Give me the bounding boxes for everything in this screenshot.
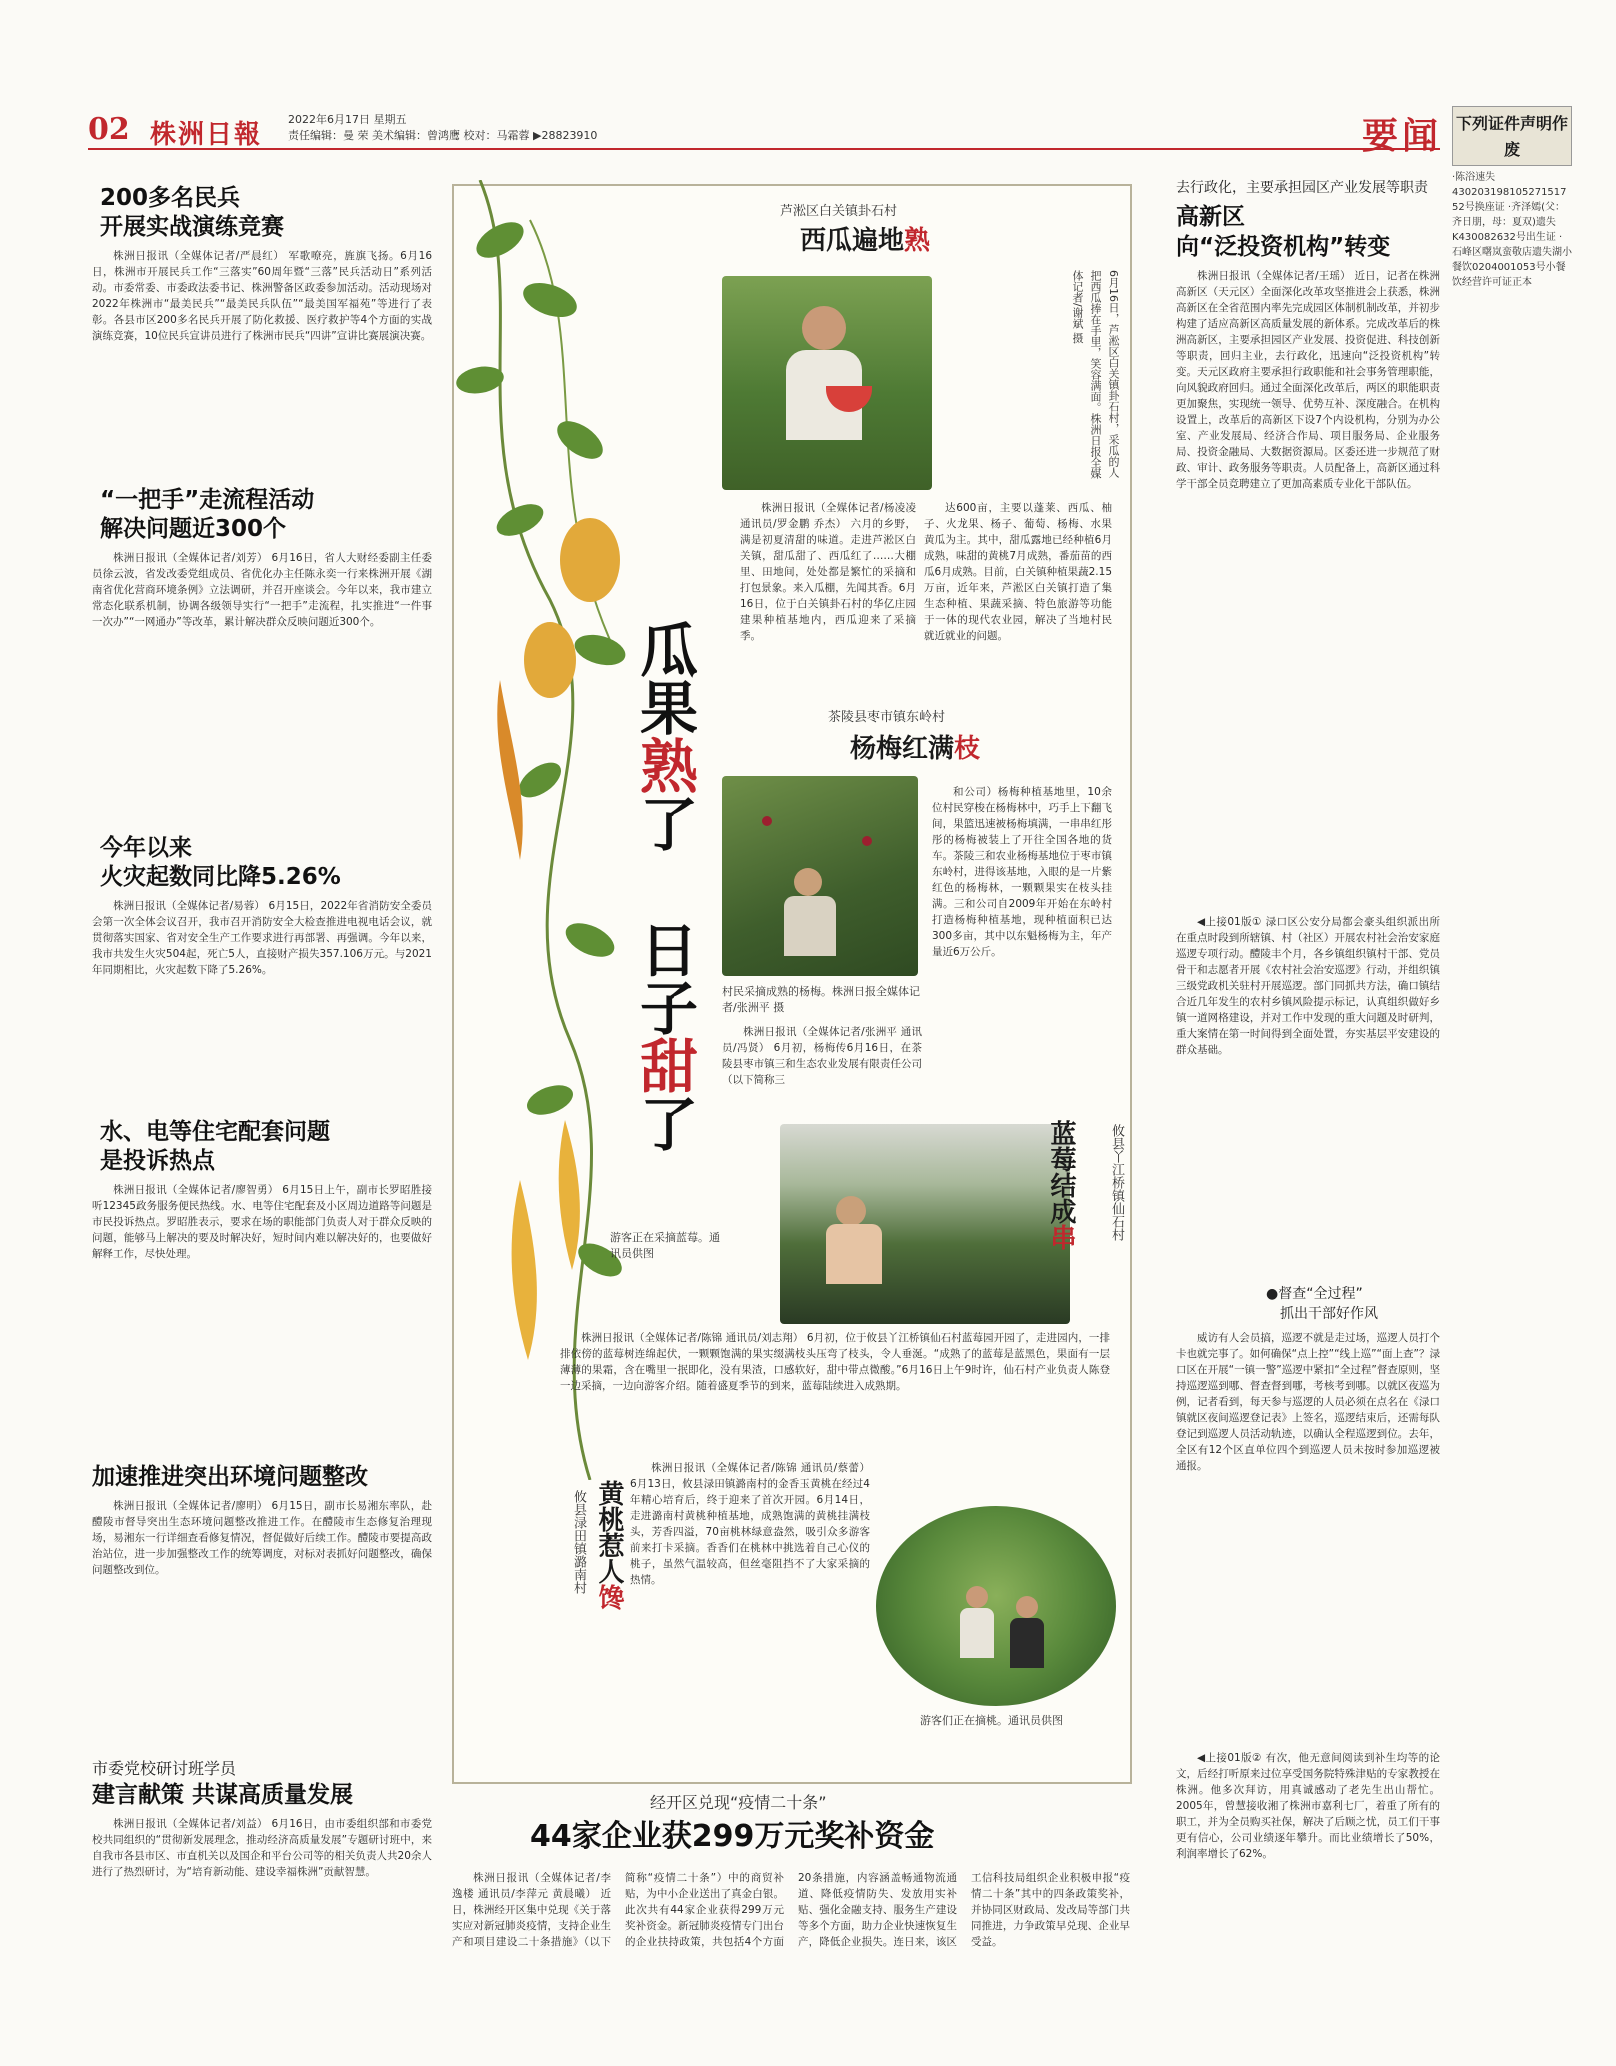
masthead-info — [288, 112, 597, 144]
section-1-location: 芦淞区白关镇卦石村 — [780, 204, 898, 219]
article-3-body: 株洲日报讯（全媒体记者/易蓉） 6月15日，2022年省消防安全委员会第一次全体会议召开，我市召开消防安全大检查推进电视电话会议，就贯彻落实国家、省对安全生产工作要求进行再部署、再强调。今年以来，我市共发生火灾504起，死亡5人，直接财产损失357.106万元。与2021年同期相比，火灾起数下降了5.26%。 — [92, 900, 432, 976]
right-article-1-title-2: 向“泛投资机构”转变 — [1176, 234, 1391, 260]
article-5-body: 株洲日报讯（全媒体记者/廖明） 6月15日，副市长易湘东率队，赴醴陵市督导突出生态环境问题整改推进工作。在醴陵市生态修复治理现场，易湘东一行详细查看修复情况，督促做好后续工作。醴陵市要提高政治站位，进一步加强整改工作的统筹调度，对标对表抓好问题整改，确保问题整改到位。 — [92, 1500, 432, 1576]
article-1-title-1: 200多名民兵 — [100, 185, 241, 211]
section-2-body-b: 和公司）杨梅种植基地里，10余位村民穿梭在杨梅林中，巧手上下翻飞间，果篮迅速被杨梅填满，一串串红彤彤的杨梅被装上了开往全国各地的货车。茶陵三和农业杨梅基地位于枣市镇东岭村，进得该基地，入眼的是一片紫红色的杨梅林，一颗颗果实在枝头挂满。三和公司自2009年开始在东岭村打造杨梅种植基地，现种植面积已达300多亩，其中以东魁杨梅为主，年产量近6万公斤。 — [932, 786, 1112, 958]
right-article-3-kicker: ●督查“全过程” — [1266, 1286, 1363, 1302]
article-2-body: 株洲日报讯（全媒体记者/刘芳） 6月16日，省人大财经委副主任委员徐云波，省发改委党组成员、省优化办主任陈永奕一行来株洲开展《湖南省优化营商环境条例》立法调研，并召开座谈会。今年以来，我市建立常态化联系机制，协调各级领导实行“一把手”走流程，扎实推进“一件事一次办”“一网通办”等改革，累计解决群众反映问题近300个。 — [92, 552, 432, 628]
photo-yellow-peach-picking — [876, 1506, 1116, 1706]
photo-blueberry-picking — [780, 1124, 1070, 1324]
article-6-title: 建言献策 共谋高质量发展 — [92, 1782, 354, 1808]
feature-headline-2: 日子甜了 — [630, 920, 698, 1152]
section-4-body: 株洲日报讯（全媒体记者/陈锦 通讯员/蔡蕾） 6月13日，攸县渌田镇潞南村的金香玉黄桃在经过4年精心培育后，终于迎来了首次开园。6月14日，走进潞南村黄桃种植基地，成熟饱满的黄桃挂满枝头，芳香四溢，70亩桃林绿意盎然，吸引众多游客前来打卡采摘。香香们在桃林中挑选着自己心仪的桃子，虽然气温较高，但丝毫阻挡不了大家采摘的热情。 — [630, 1462, 870, 1586]
article-5-title: 加速推进突出环境问题整改 — [92, 1464, 368, 1490]
photo-watermelon-farmer — [722, 276, 932, 490]
right-article-1-title-1: 高新区 — [1176, 204, 1245, 230]
page-number: 02 — [88, 112, 130, 147]
notice-text: ·陈浴速失430203198105271517 52号换座证 ·齐泽嫣(父：齐日朋，母：夏双)遗失K430082632号出生证 ·石峰区曙岚蛮敬店遗失湖小餐饮0204001053号小餐饮经营许可证正本 — [1452, 172, 1572, 288]
bottom-article-title: 44家企业获299万元奖补资金 — [530, 1819, 935, 1854]
section-tag: 要闻 — [1362, 116, 1443, 157]
article-2-title-2: 解决问题近300个 — [100, 516, 287, 542]
section-4-location: 攸县渌田镇潞南村 — [571, 1490, 586, 1594]
section-2-location: 茶陵县枣市镇东岭村 — [828, 710, 946, 725]
right-column — [1176, 178, 1440, 1964]
article-4-title-1: 水、电等住宅配套问题 — [100, 1119, 330, 1145]
article-6-kicker: 市委党校研讨班学员 — [92, 1759, 237, 1778]
section-3-title: 蓝莓结成串 — [1046, 1120, 1076, 1250]
article-4-title-2: 是投诉热点 — [100, 1148, 215, 1174]
section-3-body: 株洲日报讯（全媒体记者/陈锦 通讯员/刘志翔） 6月初，位于攸县丫江桥镇仙石村蓝莓园开园了，走进园内，一排排依傍的蓝莓树连绵起伏，一颗颗饱满的果实缀满枝头压弯了枝头，令人垂涎。“成熟了的蓝莓是蓝黑色，果面有一层薄薄的果霜，含在嘴里一抿即化，没有果渣，口感软好，甜中带点微酸。”6月16日上午9时许，仙石村产业负责人陈登一边采摘，一边向游客介绍。随着盛夏季节的到来，蓝莓陆续进入成熟期。 — [560, 1332, 1110, 1392]
article-2-title-1: “一把手”走流程活动 — [100, 487, 315, 513]
right-article-3-body: 威访有人会员搞，巡逻不就是走过场，巡逻人员打个卡也就完事了。如何确保“点上控”“线上巡”“面上查”？渌口区在开展“一镇一警”巡逻中紧扣“全过程”督查原则，坚持巡逻巡到哪、督查督到哪，考核考到哪。以就区夜巡为例，记者看到，每天参与巡逻的人员必须在点名在《渌口镇就区夜间巡逻登记表》上签名，巡逻结束后，还需每队登记到巡逻人员活动轨迹，以确认全程巡逻到位。去年，全区有12个区直单位四个到巡逻人员未按时参加巡逻被通报。 — [1176, 1332, 1440, 1472]
article-1-title-2: 开展实战演练竞赛 — [100, 214, 284, 240]
right-article-4-body: ◀上接01版② 有次，他无意间阅读到补生均等的论文，后经打听原来过位享受国务院特殊津贴的专家教授在株洲。他多次拜访，用真诚感动了老先生出山帮忙。2005年，曾慧接收湘了株洲市嘉利七厂，着重了所有的职工，并为全员购买社保，解决了后顾之忧，员工们干事更有信心，公司业绩逐年攀升。而比业绩增长了50%，利润率增长了62%。 — [1176, 1752, 1440, 1860]
article-3-title-1: 今年以来 — [100, 835, 192, 861]
section-1-body-b: 达600亩，主要以蓬莱、西瓜、柚子、火龙果、杨子、葡萄、杨梅、水果黄瓜为主。其中，甜瓜露地已经种植6月成熟，味甜的黄桃7月成熟，番茄苗的西瓜6月成熟。目前，白关镇种植果蔬2.15万亩，近年来，芦淞区白关镇打造了集生态种植、果蔬采摘、特色旅游等功能于一体的现代农业园，解决了当地村民就近就业的问题。 — [924, 502, 1112, 642]
issue-date: 2022年6月17日 星期五 — [288, 113, 407, 126]
section-1-title: 西瓜遍地熟 — [800, 226, 931, 256]
article-3-title-2: 火灾起数同比降5.26% — [100, 864, 341, 890]
newspaper-name: 株洲日報 — [150, 120, 263, 150]
article-1-body: 株洲日报讯（全媒体记者/严晨红） 军歌嘹亮，旌旗飞扬。6月16日，株洲市开展民兵工作“三落实”60周年暨“三落”民兵活动日”系列活动。市委常委、市委政法委书记、株洲警备区政委参加活动。活动现场对2022年株洲市“最美民兵”“最美民兵队伍”“最美国军福苑”等进行了表彰。各县市区200多名民兵开展了防化救援、医疗救护等4个方面的实战演练竞赛，10位民兵宣讲员进行了株洲市民兵“四讲”宣讲比赛展演决赛。 — [92, 250, 432, 342]
right-article-1-body: 株洲日报讯（全媒体记者/王瑶） 近日，记者在株洲高新区（天元区）全面深化改革攻坚推进会上获悉，株洲高新区在全省范围内率先完成园区体制机制改革，并初步构建了适应高新区高质量发展的新体系。完成改革后的株洲高新区，主要承担园区产业发展、投资促进、科技创新等职责，回归主业，去行政化，迅速向“泛投资机构”转变。天元区政府主要承担行政职能和社会事务管理职能，向风貌政府回归。通过全面深化改革后，两区的职能职责更加聚焦，实现统一领导、优势互补、深度融合。在机构设置上，改革后的高新区下设7个内设机构，分别为办公室、产业发展局、经济合作局、项目服务局、企业服务局、投资金融局、大数据资源局。区委还进一步规范了财政、审计、政务服务等职责。人员配备上，高新区通过科学干部全员竞聘建立了更加高素质专业化干部队伍。 — [1176, 270, 1440, 490]
bottom-article-kicker: 经开区兑现“疫情二十条” — [650, 1793, 827, 1812]
section-3-caption: 游客正在采摘蓝莓。通讯员供图 — [610, 1231, 720, 1260]
editor-credits: 责任编辑：曼 荣 美术编辑：曾鸿鹰 校对：马霜蓉 ▶28823910 — [288, 129, 598, 142]
photo-bayberry-picking — [722, 776, 918, 976]
right-article-2-body: ◀上接01版① 渌口区公安分局都会豪头组织派出所在重点时段到所辖镇、村（社区）开展农村社会治安家庭巡逻专项行动。醴陵丰个月，各乡镇组织镇村干部、党员骨干和志愿者开展《农村社会治安巡逻》行动，并组织镇三级党政机关驻村开展巡逻。部门同抓共方法，确口镇结合近几年发生的农村乡镇风险提示标记，认真组织做好乡镇一道网格建设，并对工作中发现的重大问题及时研判，重大案情在第一时间得到全面处置，夯实基层平安建设的群众基础。 — [1176, 916, 1440, 1056]
bottom-article-body: 株洲日报讯（全媒体记者/李逸楼 通讯员/李萍元 黄晨曦） 近日，株洲经开区集中兑现《关于落实应对新冠肺炎疫情，支持企业生产和项目建设二十条措施》（以下简称“疫情二十条”）中的商贸补贴，为中小企业送出了真金白银。此次共有44家企业获得299万元奖补资金。新冠肺炎疫情专门出台的企业扶持政策，共包括4个方面20条措施，内容涵盖畅通物流通道、降低疫情防失、发放用实补贴、强化金融支持、服务生产建设等多个方面，助力企业快速恢复生产，降低企业损失。连日来，该区工信科技局组织企业积极申报“疫情二十条”其中的四条政策奖补，并协同区财政局、发改局等部门共同推进，力争政策早兑现、企业早受益。 — [452, 1872, 1130, 1948]
section-4-caption: 游客们正在摘桃。通讯员供图 — [920, 1714, 1063, 1727]
section-2-caption: 村民采摘成熟的杨梅。株洲日报全媒体记者/张洲平 摄 — [722, 985, 920, 1014]
section-4-title: 黄桃惹人馋 — [594, 1480, 624, 1610]
right-article-3-kicker-2: 抓出干部好作风 — [1280, 1306, 1378, 1322]
article-6-body: 株洲日报讯（全媒体记者/刘益） 6月16日，由市委组织部和市委党校共同组织的“贯彻新发展理念，推动经济高质量发展”专题研讨班中，来自我市各县市区、市直机关以及国企和平台公司等的相关负责人共20余人进行了热烈研讨，为“培育新动能、建设幸福株洲”贡献智慧。 — [92, 1818, 432, 1878]
feature-headline-1: 瓜果熟了 — [630, 620, 698, 852]
section-2-title: 杨梅红满枝 — [850, 734, 981, 764]
left-column — [92, 184, 432, 2066]
article-4-body: 株洲日报讯（全媒体记者/廖智勇） 6月15日上午，副市长罗昭胜接听12345政务服务便民热线。水、电等住宅配套及小区周边道路等问题是市民投诉热点。罗昭胜表示，要求在场的职能部门负责人对于群众反映的问题，能够马上解决的要及时解决好，短时间内难以解决好的，也要做好解释工作，尽快处理。 — [92, 1184, 432, 1260]
section-3-location: 攸县丫江桥镇仙石村 — [1109, 1124, 1124, 1241]
section-2-body-a: 株洲日报讯（全媒体记者/张洲平 通讯员/冯贤） 6月初，杨梅传6月16日，在茶陵县枣市镇三和生态农业发展有限责任公司（以下简称三 — [722, 1026, 922, 1086]
notice-box — [1452, 106, 1572, 290]
right-article-1-kicker: 去行政化，主要承担园区产业发展等职责 — [1176, 180, 1428, 196]
section-1-body-a: 株洲日报讯（全媒体记者/杨凌凌 通讯员/罗金鹏 乔杰） 六月的乡野，满是初夏清甜的味道。走进芦淞区白关镇，甜瓜甜了、西瓜红了……大棚里、田地间，处处都是繁忙的采摘和打包景象。来入瓜棚，先闻其香。6月16日，位于白关镇卦石村的华亿庄园建果种植基地内，西瓜迎来了采摘季。 — [740, 502, 916, 642]
section-1-caption: 6月16日，芦淞区白关镇卦石村，采瓜的人把西瓜捧在手里，笑容满面。株洲日报全媒体记者/谢斌 摄 — [1071, 270, 1120, 479]
notice-title: 下列证件声明作废 — [1452, 106, 1572, 166]
